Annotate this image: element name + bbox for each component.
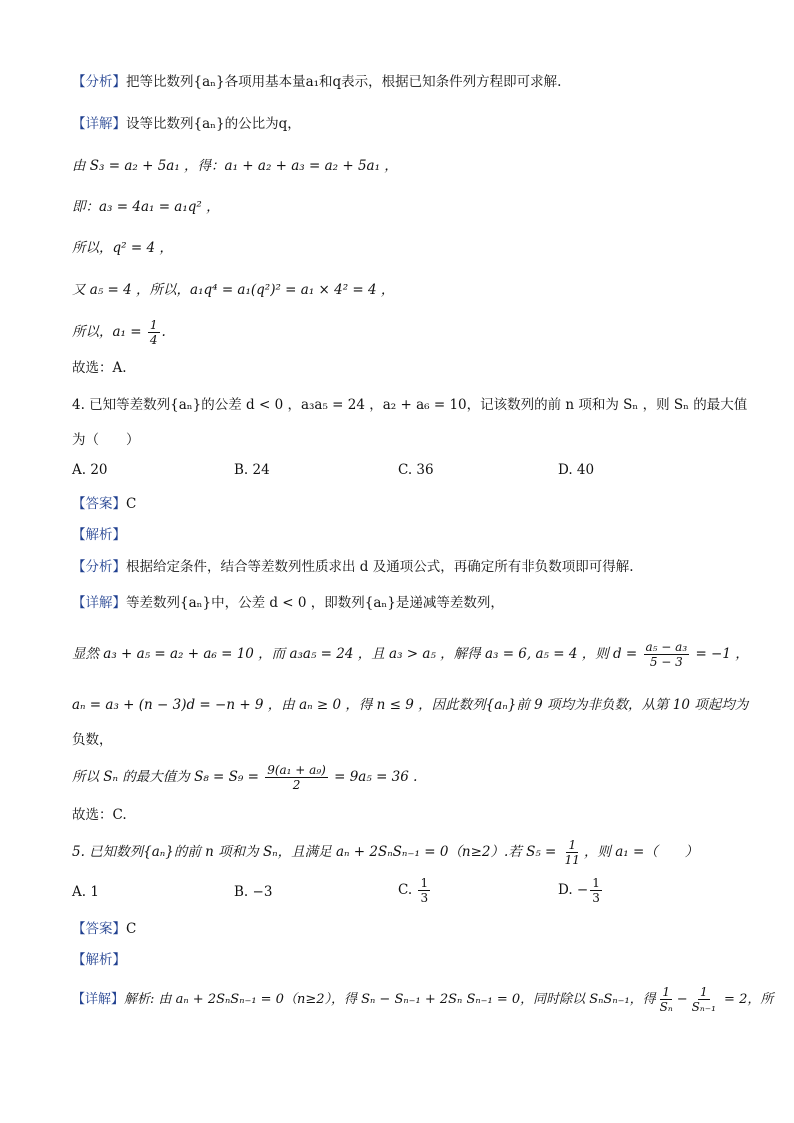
question-4-line-1: 4. 已知等差数列{aₙ}的公差 d < 0 ，a₃a₅ = 24 ，a₂ + a₆ = 10，记该数列的前 n 项和为 Sₙ ，则 Sₙ 的最大值: [72, 397, 748, 413]
detail-line-2: [72, 593, 722, 613]
fraction: $\frac{\text{a₅ − a₃}}{5 - 3}$: [645, 640, 688, 669]
option-d: D. − $\frac{1}{3}$: [558, 876, 600, 905]
option-d: D. 40: [558, 462, 595, 478]
solution-text: = 9a₅ = 36 .: [329, 769, 418, 785]
solution-line: 所以，q² = 4 ，: [72, 240, 173, 256]
detail-tag: 【详解】: [72, 992, 125, 1007]
answer-choice-line: 故选：A.: [72, 360, 127, 376]
solution-text: 所以 Sₙ 的最大值为 S₈ = S₉ =: [72, 769, 264, 785]
fraction: $\frac{\text{9(a₁ + a₉)}}{2}$: [267, 763, 326, 792]
solution-line: [72, 640, 749, 669]
fraction: $\frac{1}{\text{Sₙ₋₁}}$: [691, 985, 716, 1014]
fraction: $\frac{1}{\text{Sₙ}}$: [659, 985, 673, 1014]
option-b: B. −3: [234, 884, 273, 900]
answer-tag: 【答案】: [72, 496, 126, 512]
option-c: C. $\frac{1}{3}$: [398, 876, 429, 905]
answer-choice-line: 故选：C.: [72, 807, 127, 823]
solution-text: 显然 a₃ + a₅ = a₂ + a₆ = 10 ，而 a₃a₅ = 24 ，且 a₃ > a₅ ，解得 a₃ = 6, a₅ = 4 ，则 d =: [72, 646, 642, 662]
analysis-line-1: [72, 72, 722, 92]
analysis-header: [72, 950, 722, 970]
solution-line: 所以，a₁ = $\frac{1}{4}$ .: [72, 318, 166, 347]
answer-line: [72, 919, 722, 939]
question-5-text: 5. 已知数列{aₙ}的前 n 项和为 Sₙ，且满足 aₙ + 2SₙSₙ₋₁ = 0（n≥2）.若 S₅ =: [72, 844, 561, 860]
question-4-line-2: 为（ ）: [72, 432, 140, 448]
solution-line: 负数，: [72, 732, 113, 748]
solution-line: 即：a₃ = 4a₁ = a₁q² ，: [72, 199, 220, 215]
analysis-text: 根据给定条件，结合等差数列性质求出 d 及通项公式，再确定所有非负数项即可得解.: [126, 559, 634, 575]
analysis-header: [72, 525, 722, 545]
solution-line: 又 a₅ = 4 ，所以，a₁q⁴ = a₁(q²)² = a₁ × 4² = 4 ，: [72, 282, 395, 298]
fraction: $\frac{1}{3}$: [420, 876, 429, 905]
solution-line: [72, 763, 722, 792]
detail-text: = 2，所: [719, 992, 774, 1007]
answer-text: C: [126, 496, 137, 512]
detail-tag: 【详解】: [72, 116, 126, 132]
detail-text: 解析: 由 aₙ + 2SₙSₙ₋₁ = 0（n≥2），得 Sₙ − Sₙ₋₁ + 2Sₙ Sₙ₋₁ = 0，同时除以 SₙSₙ₋₁，得: [124, 992, 656, 1007]
detail-tag: 【详解】: [72, 595, 126, 611]
question-5-text: ，则 a₁ =（ ）: [583, 844, 699, 860]
fraction: $\frac{1}{11}$: [564, 838, 580, 867]
solution-line: 由 S₃ = a₂ + 5a₁ ，得：a₁ + a₂ + a₃ = a₂ + 5a₁ ，: [72, 158, 398, 174]
analysis-tag: 【分析】: [72, 559, 126, 575]
option-a: A. 20: [72, 462, 108, 478]
analysis-tag: 【分析】: [72, 74, 126, 90]
option-a: A. 1: [72, 884, 99, 900]
solution-text: 所以，a₁ =: [72, 324, 146, 340]
answer-text: C: [126, 921, 137, 937]
fraction: $\frac{1}{3}$: [592, 876, 600, 905]
analysis-header-tag: 【解析】: [72, 527, 126, 543]
option-c: C. 36: [398, 462, 434, 478]
detail-line-1: [72, 114, 722, 134]
analysis-text: 把等比数列{aₙ}各项用基本量a₁和q表示，根据已知条件列方程即可求解.: [126, 74, 562, 90]
detail-text: 等差数列{aₙ}中，公差 d < 0 ，即数列{aₙ}是递减等差数列，: [126, 595, 504, 611]
answer-line: [72, 494, 722, 514]
answer-tag: 【答案】: [72, 921, 126, 937]
solution-text: = −1 ，: [691, 646, 749, 662]
analysis-header-tag: 【解析】: [72, 952, 126, 968]
analysis-line-2: [72, 557, 722, 577]
solution-line: aₙ = a₃ + (n − 3)d = −n + 9 ，由 aₙ ≥ 0 ，得 n ≤ 9 ，因此数列{aₙ}前 9 项均为非负数，从第 10 项起均为: [72, 697, 749, 713]
detail-line-3: 【详解】解析: 由 aₙ + 2SₙSₙ₋₁ = 0（n≥2），得 Sₙ − Sₙ₋₁ + 2Sₙ Sₙ₋₁ = 0，同时除以 SₙSₙ₋₁，得 $\frac{1}{\text{Sₙ}}$ − $\frac{1}{\text{Sₙ₋₁}}$ = 2，所: [72, 985, 774, 1014]
question-5-line: [72, 838, 722, 867]
detail-text: 设等比数列{aₙ}的公比为q，: [126, 116, 301, 132]
option-b: B. 24: [234, 462, 270, 478]
fraction: $\frac{1}{4}$: [149, 318, 158, 347]
